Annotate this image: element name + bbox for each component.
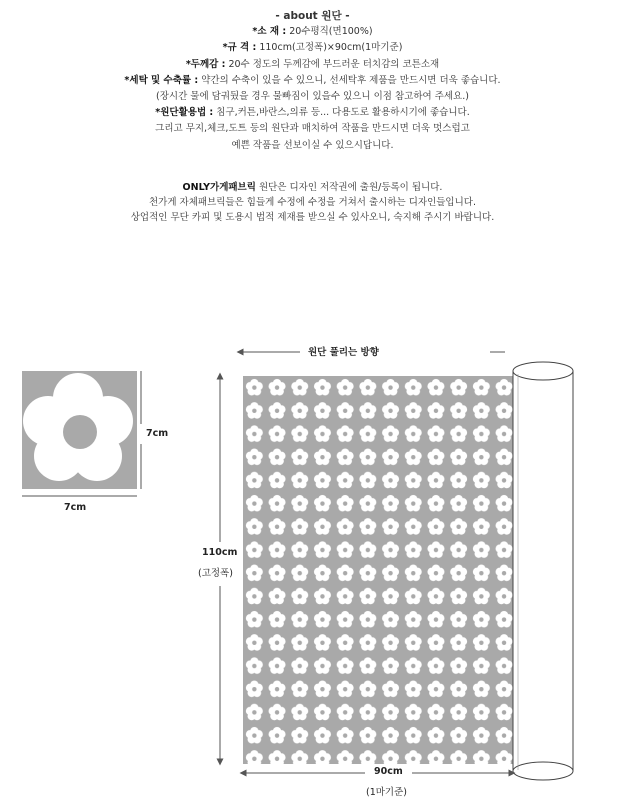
fabric-length-label: 90cm — [374, 766, 403, 777]
motif-height-label: 7cm — [146, 428, 169, 439]
size-label: *규 격 : — [222, 42, 257, 54]
motif-width-label: 7cm — [64, 502, 87, 513]
material-label: *소 재 : — [252, 26, 287, 38]
wash-label: *세탁 및 수축률 : — [124, 74, 199, 86]
use-line-2: 그리고 무지,체크,도트 등의 원단과 매치하여 작품을 만드시면 더욱 멋스럽고 — [155, 123, 470, 135]
motif-sample — [22, 371, 137, 489]
fabric-roll — [513, 362, 573, 780]
use-value: 침구,커튼,바란스,의류 등... 다용도로 활용하시기에 좋습니다. — [213, 107, 470, 119]
notice-line-1-text: 원단은 디자인 저작권에 출원/등록이 됩니다. — [255, 182, 443, 193]
thickness-value: 20수 정도의 두께감에 부드러운 터치감의 코튼소재 — [225, 58, 440, 70]
wash-value: 약간의 수축이 있을 수 있으니, 선세탁후 제품을 만드시면 더욱 좋습니다. — [198, 74, 501, 86]
fabric-pattern — [243, 376, 513, 764]
fabric-width-note: (고정폭) — [198, 568, 233, 579]
notice-line-2: 천가게 자체패브릭들은 힘들게 수정에 수정을 거쳐서 출시하는 디자인들입니다. — [148, 197, 476, 208]
brand-name: ONLY가게패브릭 — [182, 182, 256, 193]
use-label: *원단활용법 : — [155, 107, 214, 119]
material-value: 20수평직(면100%) — [286, 26, 373, 38]
info-title: - about 원단 - — [275, 10, 350, 22]
direction-label: 원단 풀리는 방향 — [308, 347, 379, 358]
wash-note: (장시간 물에 담궈뒀을 경우 물빠짐이 있을수 있으니 이점 참고하여 주세요.) — [156, 91, 469, 103]
use-line-3: 예쁜 작품을 선보이실 수 있으시답니다. — [231, 139, 394, 151]
fabric-width-label: 110cm — [202, 547, 238, 558]
size-value: 110cm(고정폭)×90cm(1마기준) — [256, 42, 403, 54]
thickness-label: *두께감 : — [185, 58, 226, 70]
fabric-length-note: (1마기준) — [366, 787, 407, 798]
notice-line-3: 상업적인 무단 카피 및 도용시 법적 제재를 받으실 수 있사오니, 숙지해 주시기 바랍니다. — [130, 212, 495, 223]
